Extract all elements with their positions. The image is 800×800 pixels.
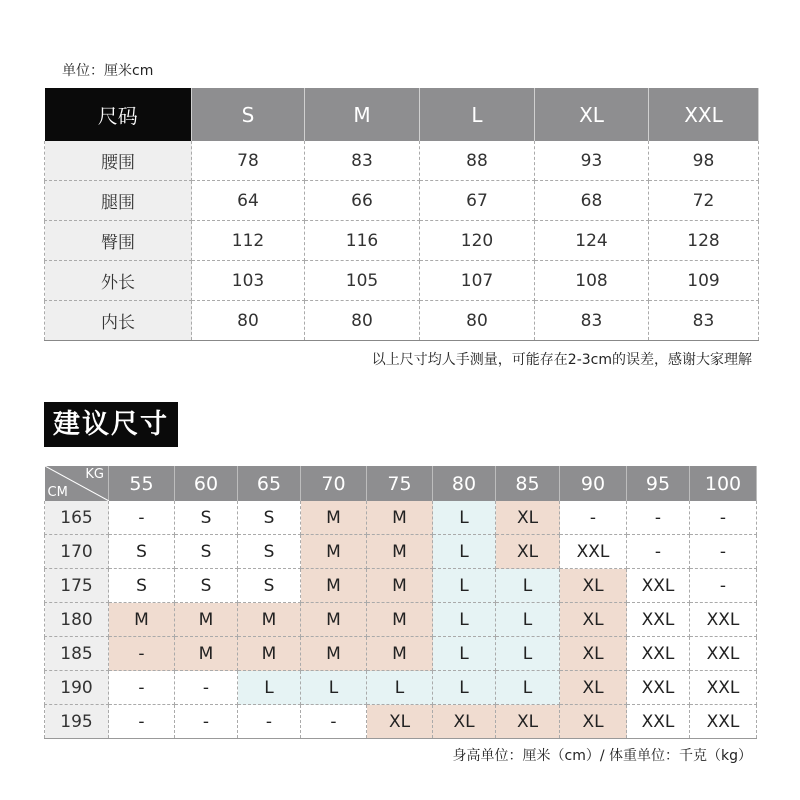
size-header-m: M (305, 88, 420, 141)
size-recommendation-cell: XXL (627, 637, 690, 671)
size-recommendation-cell: L (433, 569, 496, 603)
size-recommendation-cell: - (238, 705, 301, 739)
size-recommendation-cell: S (175, 535, 238, 569)
size-cell: 103 (192, 261, 305, 301)
size-recommendation-cell: - (175, 671, 238, 705)
size-recommendation-cell: S (238, 501, 301, 535)
size-recommendation-cell: M (301, 637, 367, 671)
size-recommendation-cell: - (175, 705, 238, 739)
weight-header: 95 (627, 466, 690, 501)
size-recommendation-cell: M (367, 501, 433, 535)
size-cell: 124 (535, 221, 649, 261)
size-row (45, 301, 759, 341)
size-recommendation-cell: M (367, 637, 433, 671)
size-cell: 109 (649, 261, 759, 301)
size-corner-label: 尺码 (45, 88, 192, 141)
size-header-xxl: XXL (649, 88, 759, 141)
size-recommendation-cell: M (367, 603, 433, 637)
size-recommendation-cell: - (109, 637, 175, 671)
size-cell: 108 (535, 261, 649, 301)
size-row-label: 外长 (45, 261, 192, 301)
weight-axis-label: KG (85, 467, 104, 482)
size-recommendation-cell: M (301, 501, 367, 535)
unit-footer-note: 身高单位：厘米（cm）/ 体重单位：千克（kg） (452, 748, 752, 764)
weight-header: 75 (367, 466, 433, 501)
weight-header: 65 (238, 466, 301, 501)
size-recommendation-cell: L (301, 671, 367, 705)
recommend-corner (45, 466, 109, 501)
measure-note: 以上尺寸均人手测量，可能存在2-3cm的误差，感谢大家理解 (371, 352, 752, 368)
size-cell: 64 (192, 181, 305, 221)
size-cell: 72 (649, 181, 759, 221)
size-cell: 98 (649, 141, 759, 181)
size-recommendation-cell: - (301, 705, 367, 739)
size-recommendation-cell: XL (496, 535, 560, 569)
size-recommendation-cell: M (175, 637, 238, 671)
size-recommendation-cell: XXL (627, 671, 690, 705)
size-cell: 83 (649, 301, 759, 341)
size-recommendation-cell: S (175, 501, 238, 535)
size-recommendation-cell: L (433, 535, 496, 569)
size-recommendation-cell: L (496, 671, 560, 705)
weight-header: 100 (690, 466, 757, 501)
size-recommendation-cell: - (627, 535, 690, 569)
size-recommendation-cell: - (690, 569, 757, 603)
size-cell: 128 (649, 221, 759, 261)
size-cell: 80 (192, 301, 305, 341)
size-cell: 78 (192, 141, 305, 181)
size-cell: 67 (420, 181, 535, 221)
size-recommendation-cell: M (238, 603, 301, 637)
size-recommendation-cell: XL (433, 705, 496, 739)
size-recommendation-cell: XXL (690, 603, 757, 637)
unit-label: 单位：厘米cm (62, 63, 154, 79)
size-cell: 116 (305, 221, 420, 261)
size-recommendation-cell: S (175, 569, 238, 603)
height-row (45, 637, 757, 671)
size-recommendation-cell: XXL (560, 535, 627, 569)
weight-header: 80 (433, 466, 496, 501)
size-recommendation-cell: M (301, 569, 367, 603)
weight-header: 70 (301, 466, 367, 501)
size-cell: 83 (535, 301, 649, 341)
size-recommendation-cell: L (367, 671, 433, 705)
height-label: 185 (45, 637, 109, 671)
height-label: 170 (45, 535, 109, 569)
height-row (45, 569, 757, 603)
size-recommendation-cell: XL (560, 705, 627, 739)
size-recommendation-cell: - (690, 535, 757, 569)
size-cell: 112 (192, 221, 305, 261)
size-header-l: L (420, 88, 535, 141)
size-recommendation-cell: L (433, 671, 496, 705)
height-label: 195 (45, 705, 109, 739)
weight-header: 60 (175, 466, 238, 501)
size-recommendation-cell: M (109, 603, 175, 637)
size-cell: 120 (420, 221, 535, 261)
size-recommendation-cell: S (238, 569, 301, 603)
size-recommendation-cell: M (301, 535, 367, 569)
size-recommendation-cell: - (560, 501, 627, 535)
size-cell: 88 (420, 141, 535, 181)
size-row-label: 内长 (45, 301, 192, 341)
height-row (45, 535, 757, 569)
size-recommendation-cell: XXL (627, 603, 690, 637)
weight-header: 90 (560, 466, 627, 501)
size-recommendation-cell: XXL (690, 705, 757, 739)
weight-header: 85 (496, 466, 560, 501)
size-recommendation-cell: L (433, 501, 496, 535)
size-recommendation-cell: - (109, 501, 175, 535)
size-recommendation-cell: XXL (690, 671, 757, 705)
height-row (45, 671, 757, 705)
size-recommendation-cell: XXL (627, 569, 690, 603)
size-recommendation-cell: L (496, 603, 560, 637)
size-cell: 80 (305, 301, 420, 341)
height-label: 175 (45, 569, 109, 603)
size-recommendation-cell: XL (560, 637, 627, 671)
size-row (45, 261, 759, 301)
size-recommendation-cell: - (627, 501, 690, 535)
recommend-header-row (45, 466, 757, 501)
weight-header: 55 (109, 466, 175, 501)
size-row (45, 181, 759, 221)
size-recommendation-cell: L (496, 637, 560, 671)
size-cell: 105 (305, 261, 420, 301)
size-recommendation-cell: XL (496, 501, 560, 535)
size-recommendation-cell: S (109, 535, 175, 569)
size-row-label: 腿围 (45, 181, 192, 221)
size-recommendation-cell: M (175, 603, 238, 637)
size-cell: 83 (305, 141, 420, 181)
size-row-label: 腰围 (45, 141, 192, 181)
size-recommendation-cell: XL (496, 705, 560, 739)
size-recommendation-cell: M (367, 569, 433, 603)
size-recommendation-cell: S (238, 535, 301, 569)
size-recommendation-cell: - (690, 501, 757, 535)
recommend-title: 建议尺寸 (44, 402, 178, 447)
height-label: 180 (45, 603, 109, 637)
size-cell: 66 (305, 181, 420, 221)
height-row (45, 705, 757, 739)
size-cell: 107 (420, 261, 535, 301)
size-row (45, 221, 759, 261)
size-recommendation-cell: XL (367, 705, 433, 739)
size-row-label: 臀围 (45, 221, 192, 261)
recommend-size-table (44, 466, 757, 739)
size-cell: 93 (535, 141, 649, 181)
size-recommendation-cell: M (367, 535, 433, 569)
size-recommendation-cell: L (433, 603, 496, 637)
height-label: 165 (45, 501, 109, 535)
size-recommendation-cell: M (238, 637, 301, 671)
size-cell: 68 (535, 181, 649, 221)
size-chart-table (44, 88, 759, 341)
size-recommendation-cell: M (301, 603, 367, 637)
size-recommendation-cell: - (109, 705, 175, 739)
height-row (45, 501, 757, 535)
size-recommendation-cell: L (496, 569, 560, 603)
size-header-s: S (192, 88, 305, 141)
height-row (45, 603, 757, 637)
size-recommendation-cell: - (109, 671, 175, 705)
size-recommendation-cell: S (109, 569, 175, 603)
size-recommendation-cell: L (238, 671, 301, 705)
size-header-xl: XL (535, 88, 649, 141)
height-label: 190 (45, 671, 109, 705)
height-axis-label: CM (47, 485, 68, 500)
size-cell: 80 (420, 301, 535, 341)
size-row (45, 141, 759, 181)
size-recommendation-cell: XL (560, 569, 627, 603)
size-recommendation-cell: XL (560, 671, 627, 705)
size-recommendation-cell: XXL (690, 637, 757, 671)
size-header-row (45, 88, 759, 141)
size-recommendation-cell: XXL (627, 705, 690, 739)
size-recommendation-cell: L (433, 637, 496, 671)
size-recommendation-cell: XL (560, 603, 627, 637)
